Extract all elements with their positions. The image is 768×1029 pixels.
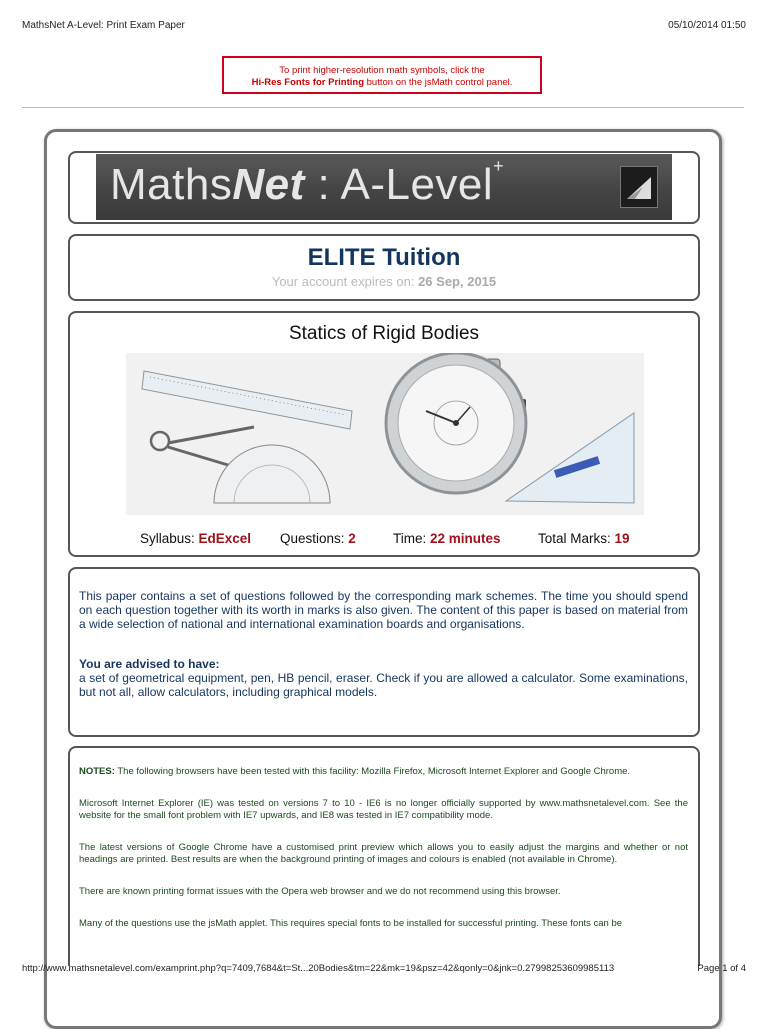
notes-p1 [79, 766, 688, 778]
account-box [68, 234, 700, 301]
print-footer-url: http://www.mathsnetalevel.com/examprint.php?q=7409,7684&t=St...20Bodies&tm=22&mk=19&psz=42&qonly=0&jnk=0.27998253609985113 [22, 963, 615, 974]
advise-heading: You are advised to have: [79, 657, 220, 671]
description-box [68, 567, 700, 737]
questions-label: Questions: [280, 531, 349, 546]
brand-alevel: : A-Level [304, 160, 494, 209]
notice-line-1: To print higher-resolution math symbols, click the [279, 65, 485, 76]
brand-logo-text [110, 156, 505, 210]
syllabus-info [140, 531, 251, 546]
syllabus-value: EdExcel [198, 531, 252, 546]
notes-p4: There are known printing format issues with the Opera web browser and we do not recommend using this browser. [79, 886, 561, 897]
notice-line-2-rest: button on the jsMath control panel. [364, 77, 513, 88]
ruler-icon [142, 371, 352, 429]
expires-date: 26 Sep, 2015 [418, 274, 497, 289]
mathsnet-logo-icon [620, 166, 658, 208]
mathsnet-banner [96, 154, 672, 220]
questions-info [280, 531, 356, 546]
description-intro: This paper contains a set of questions followed by the corresponding mark schemes. The time you should spend on each question together with its worth in marks is also given. The content of this paper is based on material from a wide selection of national and international examination boards and organisations. [79, 589, 688, 631]
hires-font-notice [222, 56, 542, 94]
time-info [393, 531, 501, 546]
expires-label: Your account expires on: [271, 274, 419, 289]
advise-text: a set of geometrical equipment, pen, HB pencil, eraser. Check if you are allowed a calculator. Some examinations, but not all, allow calculators, including graphical models. [79, 671, 688, 699]
protractor-icon [214, 445, 330, 503]
paper-description [79, 589, 688, 699]
geometry-equipment-image [126, 353, 644, 515]
time-label: Time: [393, 531, 430, 546]
questions-value: 2 [348, 531, 356, 546]
paper-box [68, 311, 700, 557]
brand-maths: Maths [110, 160, 233, 209]
brand-net: Net [232, 160, 305, 209]
notes-p1-text: The following browsers have been tested with this facility: Mozilla Firefox, Microsoft Internet Explorer and Google Chrome. [114, 766, 631, 777]
marks-value: 19 [614, 531, 630, 546]
print-header-datetime: 05/10/2014 01:50 [668, 20, 746, 31]
marks-label: Total Marks: [538, 531, 615, 546]
syllabus-label: Syllabus: [140, 531, 199, 546]
time-value: 22 minutes [430, 531, 501, 546]
print-header-title: MathsNet A-Level: Print Exam Paper [22, 20, 185, 31]
brand-plus: + [493, 156, 505, 176]
account-expiry [70, 274, 698, 289]
browser-notes [79, 766, 688, 950]
notes-p3: The latest versions of Google Chrome have a customised print preview which allows you to easily adjust the margins and whether or not headings are printed. Best results are when the background printing of images and colours is enabled (not available in Chrome). [79, 842, 688, 865]
stopwatch-icon [386, 353, 526, 493]
notes-label: NOTES: [79, 766, 115, 777]
paper-title: Statics of Rigid Bodies [288, 323, 480, 344]
hires-fonts-label: Hi-Res Fonts for Printing [251, 77, 364, 88]
notice-line-2 [224, 77, 540, 89]
account-name: ELITE Tuition [307, 244, 461, 271]
notes-p2: Microsoft Internet Explorer (IE) was tested on versions 7 to 10 - IE6 is no longer officially supported by www.mathsnetalevel.com. See the website for the small font problem with IE7 upwards, and IE8 was tested in IE7 compatibility mode. [79, 798, 688, 821]
marks-info [538, 531, 630, 546]
header-divider [22, 107, 744, 108]
print-footer-page: Page 1 of 4 [697, 963, 746, 974]
notes-box [68, 746, 700, 966]
notes-p5: Many of the questions use the jsMath applet. This requires special fonts to be installed for successful printing. These fonts can be [79, 918, 623, 929]
